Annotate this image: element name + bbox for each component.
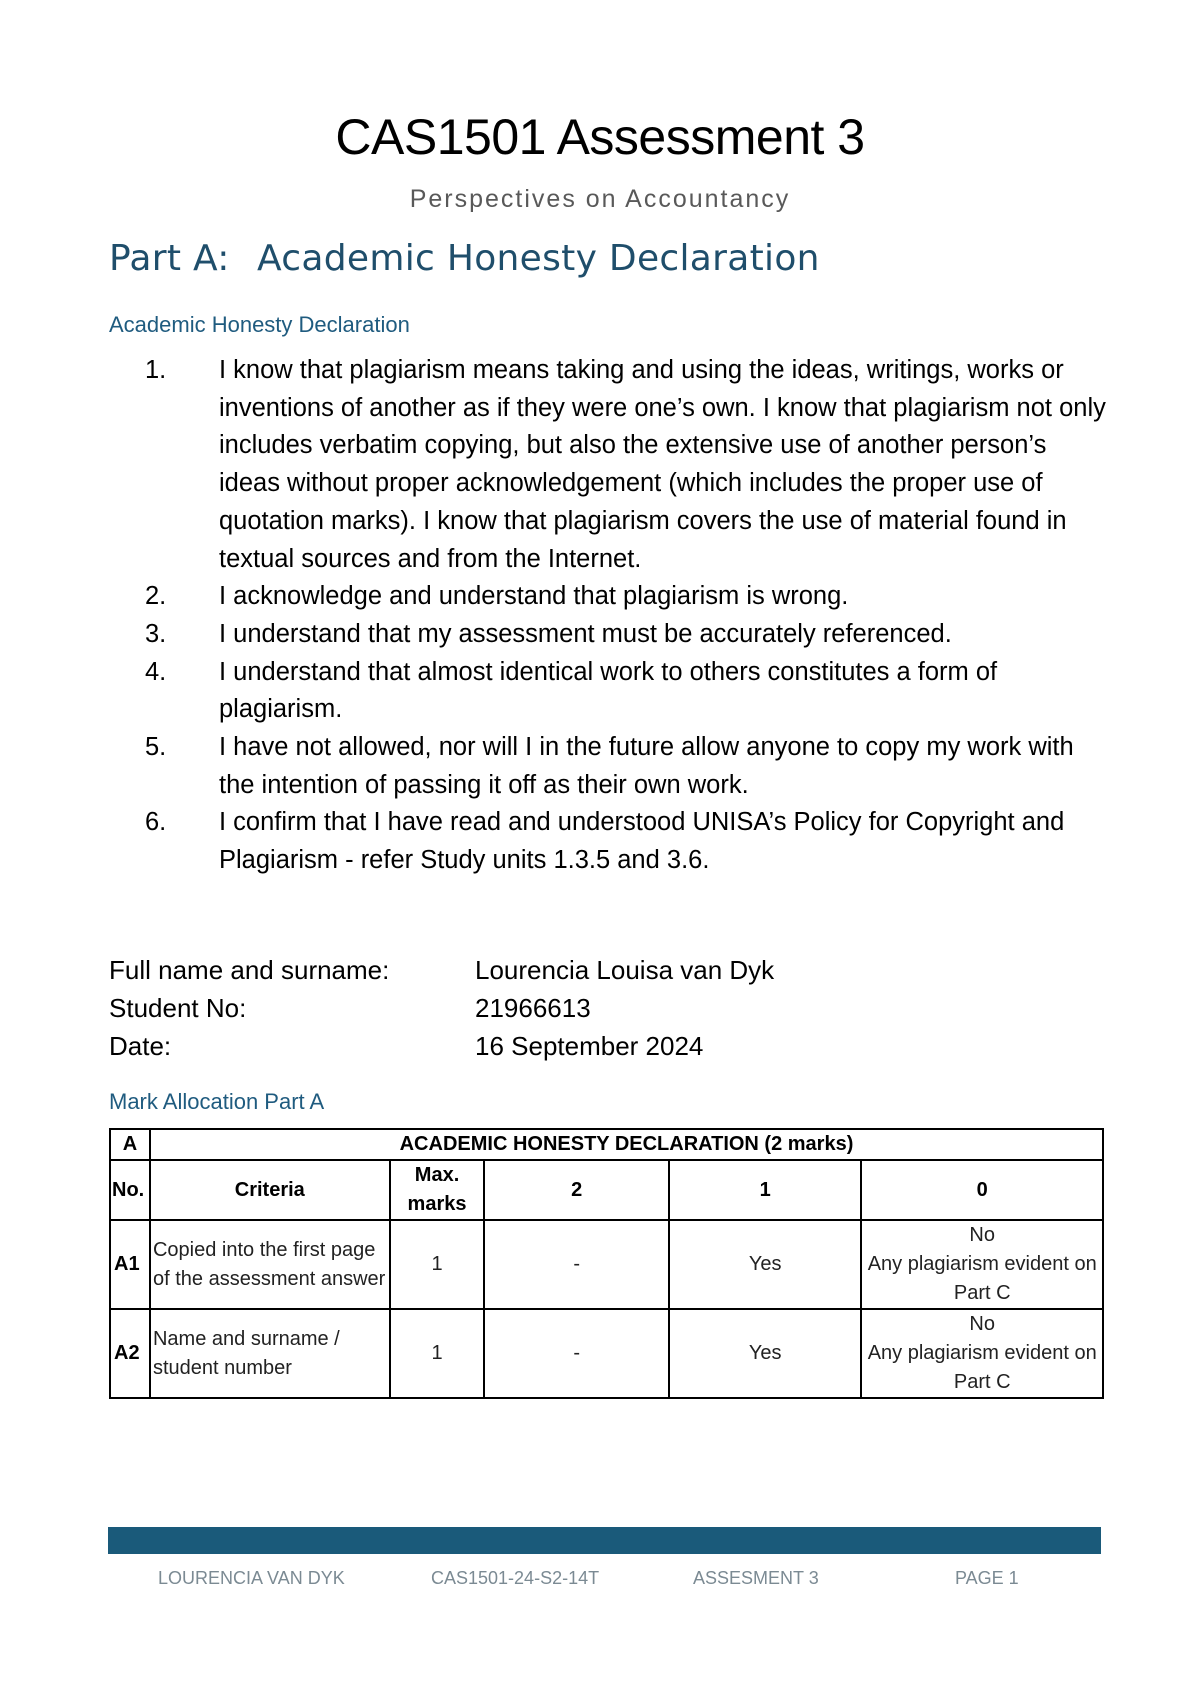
row-max-marks: 1 [390, 1220, 485, 1309]
column-header: No. [110, 1160, 150, 1220]
document-subtitle: Perspectives on Accountancy [409, 185, 791, 213]
declaration-number: 6. [145, 808, 167, 837]
row-score-2: - [484, 1220, 668, 1309]
student-number-label: Student No: [109, 993, 247, 1023]
declaration-item [109, 804, 1109, 879]
date-value: 16 September 2024 [475, 1031, 704, 1061]
row-max-marks: 1 [390, 1309, 485, 1398]
section-title: ACADEMIC HONESTY DECLARATION (2 marks) [150, 1129, 1103, 1160]
section-letter: A [110, 1129, 150, 1160]
column-header: 1 [669, 1160, 862, 1220]
name-row [109, 951, 774, 989]
declaration-number: 1. [145, 356, 167, 384]
document-title: CAS1501 Assessment 3 [335, 109, 865, 165]
row-id: A2 [110, 1309, 150, 1398]
part-a-label: Part A: [109, 238, 230, 279]
declaration-list [109, 352, 1109, 880]
column-header: 2 [484, 1160, 668, 1220]
declaration-number: 5. [145, 733, 167, 762]
declaration-number: 4. [145, 657, 167, 686]
column-header: Max. marks [390, 1160, 485, 1220]
declaration-text: I understand that almost identical work to others constitutes a form of plagiarism. [219, 657, 998, 724]
row-score-1: Yes [669, 1309, 862, 1398]
row-id: A1 [110, 1220, 150, 1309]
declaration-item [109, 616, 1109, 654]
name-label: Full name and surname: [109, 955, 390, 985]
declaration-subheading: Academic Honesty Declaration [109, 312, 410, 337]
row-score-2: - [484, 1309, 668, 1398]
declaration-item [109, 729, 1109, 804]
footer-author: LOURENCIA VAN DYK [158, 1568, 345, 1588]
name-value: Lourencia Louisa van Dyk [475, 955, 775, 985]
student-info [109, 951, 774, 1065]
row-score-0-line1: No [969, 1313, 995, 1335]
part-a-title: Academic Honesty Declaration [257, 238, 820, 279]
date-row [109, 1027, 774, 1065]
row-score-0-line2: Any plagiarism evident on Part C [867, 1253, 1097, 1304]
part-a-heading [109, 238, 820, 279]
declaration-text: I understand that my assessment must be accurately referenced. [219, 619, 952, 648]
declaration-text: I know that plagiarism means taking and using the ideas, writings, works or inventions of another as if they were one’s own. I know that plagiarism not only includes verbatim copying, but also the extensive use of another person’s ideas without proper acknowledgement (which includes the proper use of quotation marks). I know that plagiarism covers the use of material found in textual sources and from the Internet. [219, 356, 1106, 573]
table-section-row [110, 1129, 1103, 1160]
student-number-value: 21966613 [475, 993, 591, 1023]
row-score-0 [861, 1220, 1103, 1309]
mark-allocation-table [109, 1128, 1104, 1399]
date-label: Date: [109, 1031, 172, 1061]
row-criteria: Copied into the first page of the assessment answer [150, 1220, 390, 1309]
table-row [110, 1220, 1103, 1309]
row-score-0-line2: Any plagiarism evident on Part C [867, 1342, 1097, 1393]
declaration-number: 3. [145, 619, 167, 648]
column-header: 0 [861, 1160, 1103, 1220]
declaration-text: I have not allowed, nor will I in the future allow anyone to copy my work with the intention of passing it off as their own work. [219, 733, 1074, 799]
declaration-item [109, 654, 1109, 729]
student-number-row [109, 989, 774, 1027]
table-header-row [110, 1160, 1103, 1220]
row-score-0 [861, 1309, 1103, 1398]
footer-bar [108, 1527, 1101, 1554]
table-row [110, 1309, 1103, 1398]
column-header: Criteria [150, 1160, 390, 1220]
row-criteria: Name and surname / student number [150, 1309, 390, 1398]
declaration-text: I acknowledge and understand that plagiarism is wrong. [219, 582, 849, 611]
footer-assessment: ASSESMENT 3 [693, 1568, 819, 1588]
row-score-0-line1: No [969, 1224, 995, 1246]
footer-page-number: PAGE 1 [955, 1568, 1019, 1588]
row-score-1: Yes [669, 1220, 862, 1309]
declaration-item [109, 352, 1109, 578]
mark-allocation-heading: Mark Allocation Part A [109, 1089, 325, 1114]
declaration-number: 2. [145, 582, 167, 611]
declaration-item [109, 578, 1109, 616]
declaration-text: I confirm that I have read and understood UNISA’s Policy for Copyright and Plagiarism - refer Study units 1.3.5 and 3.6. [219, 808, 1065, 875]
footer-course-code: CAS1501-24-S2-14T [431, 1568, 600, 1588]
